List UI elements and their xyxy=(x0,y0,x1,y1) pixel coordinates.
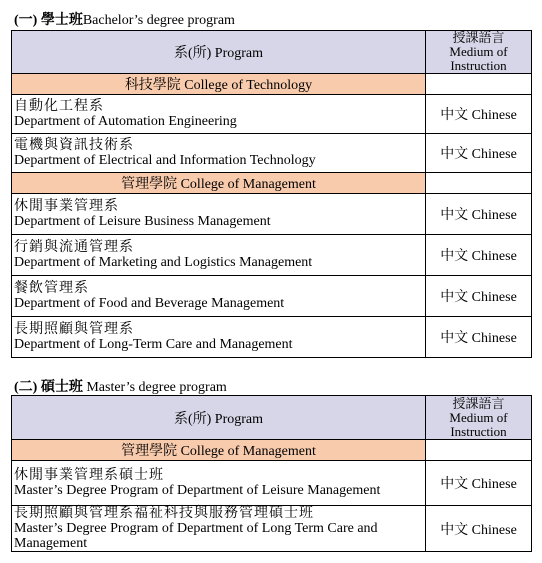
program-name-en: Master’s Degree Program of Department of Long Term Care and Management xyxy=(14,521,378,551)
program-cell xyxy=(12,461,426,506)
bachelor-section-title xyxy=(14,9,235,29)
bachelor-table xyxy=(11,30,532,358)
program-name-zh: 餐飲管理系 xyxy=(14,281,89,296)
program-language: 中文 Chinese xyxy=(426,461,532,506)
program-row xyxy=(12,95,532,134)
master-section-title xyxy=(14,376,227,396)
college-management: 管理學院 College of Management xyxy=(12,440,426,461)
header-medium-zh: 授課語言 xyxy=(452,395,505,411)
program-row xyxy=(12,317,532,358)
program-row xyxy=(12,461,532,506)
program-name-en: Department of Leisure Business Management xyxy=(14,214,271,229)
program-name-zh: 休閒事業管理系 xyxy=(14,199,119,214)
college-empty-cell xyxy=(426,173,532,194)
college-row xyxy=(12,74,532,95)
program-row xyxy=(12,235,532,276)
program-name-en: Department of Marketing and Logistics Management xyxy=(14,255,313,270)
bachelor-title-en: Bachelor’s degree program xyxy=(82,13,235,28)
header-program: 系(所) Program xyxy=(12,396,426,440)
college-empty-cell xyxy=(426,74,532,95)
program-cell xyxy=(12,194,426,235)
program-name-en: Department of Food and Beverage Management xyxy=(14,296,285,311)
program-cell xyxy=(12,317,426,358)
program-language: 中文 Chinese xyxy=(426,276,532,317)
master-table xyxy=(11,395,532,552)
header-medium-en1: Medium of xyxy=(449,44,508,59)
header-medium xyxy=(426,31,532,74)
master-title-en: Master’s degree program xyxy=(86,380,227,395)
program-language: 中文 Chinese xyxy=(426,235,532,276)
master-header-row xyxy=(12,396,532,440)
program-name-zh: 長期照顧與管理系 xyxy=(14,322,134,337)
program-name-en: Department of Electrical and Information Technology xyxy=(14,153,316,168)
college-management: 管理學院 College of Management xyxy=(12,173,426,194)
program-language: 中文 Chinese xyxy=(426,194,532,235)
program-name-zh: 長期照顧與管理系福祉科技與服務管理碩士班 xyxy=(14,506,314,521)
header-medium xyxy=(426,396,532,440)
program-name-en: Department of Automation Engineering xyxy=(14,114,237,129)
program-name-zh: 行銷與流通管理系 xyxy=(14,240,134,255)
program-row xyxy=(12,134,532,173)
bachelor-header-row xyxy=(12,31,532,74)
program-cell xyxy=(12,506,426,552)
program-row xyxy=(12,276,532,317)
header-medium-en2: Instruction xyxy=(450,423,507,439)
program-row xyxy=(12,194,532,235)
college-empty-cell xyxy=(426,440,532,461)
program-cell xyxy=(12,276,426,317)
program-cell xyxy=(12,95,426,134)
master-title-prefix: (二) 碩士班 xyxy=(14,380,83,395)
program-language: 中文 Chinese xyxy=(426,317,532,358)
header-medium-zh: 授課語言 xyxy=(452,30,505,45)
college-row xyxy=(12,440,532,461)
header-program: 系(所) Program xyxy=(12,31,426,74)
program-name-zh: 休閒事業管理系碩士班 xyxy=(14,468,164,483)
college-technology: 科技學院 College of Technology xyxy=(12,74,426,95)
program-name-zh: 電機與資訊技術系 xyxy=(14,138,134,153)
bachelor-title-prefix: (一) 學士班 xyxy=(14,13,83,28)
program-name-en: Department of Long-Term Care and Management xyxy=(14,337,293,352)
program-language: 中文 Chinese xyxy=(426,506,532,552)
college-row xyxy=(12,173,532,194)
program-language: 中文 Chinese xyxy=(426,134,532,173)
program-name-zh: 自動化工程系 xyxy=(14,99,104,114)
header-medium-en1: Medium of xyxy=(449,409,508,425)
program-name-en: Master’s Degree Program of Department of Leisure Management xyxy=(14,483,381,498)
program-cell xyxy=(12,134,426,173)
program-language: 中文 Chinese xyxy=(426,95,532,134)
program-cell xyxy=(12,235,426,276)
header-medium-en2: Instruction xyxy=(450,58,507,73)
program-row xyxy=(12,506,532,552)
